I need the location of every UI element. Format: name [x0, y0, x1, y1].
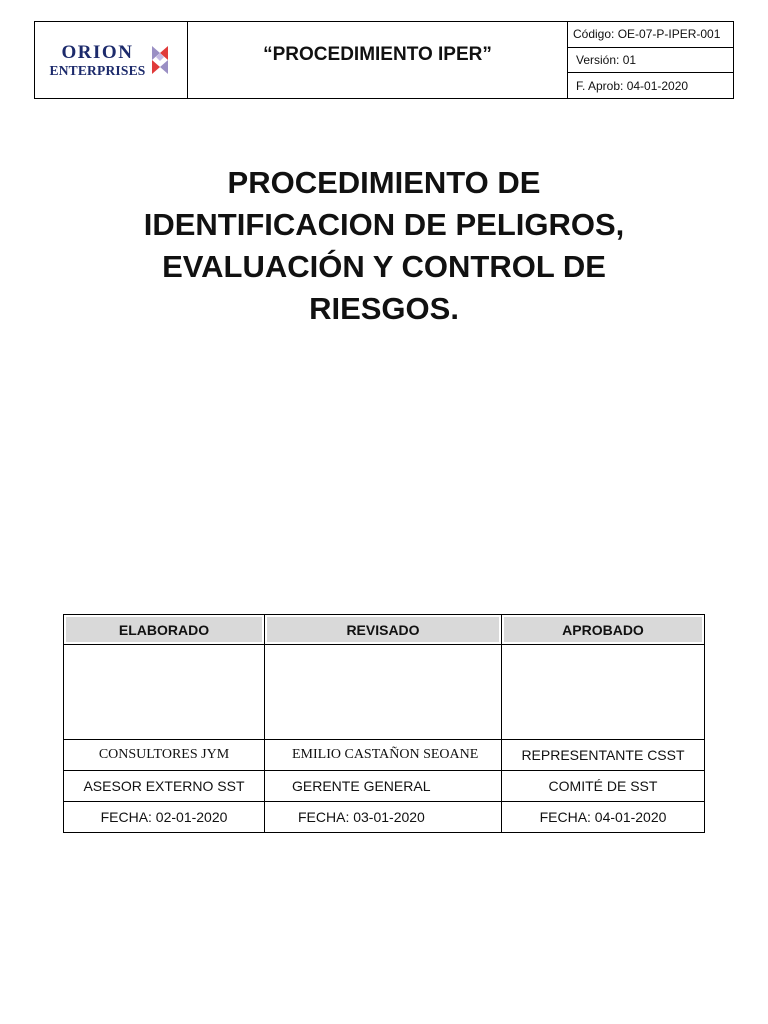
header-aprobado: APROBADO: [502, 615, 705, 645]
signature-box-elaborado: [64, 645, 265, 740]
logo-mark-icon: [148, 43, 172, 77]
approval-date: F. Aprob: 04-01-2020: [568, 72, 733, 98]
role-revisado: GERENTE GENERAL: [265, 771, 502, 802]
dates-row: [64, 802, 705, 833]
name-elaborado: CONSULTORES JYM: [64, 740, 265, 771]
company-logo: [35, 22, 188, 98]
date-elaborado: FECHA: 02-01-2020: [64, 802, 265, 833]
header-title: “PROCEDIMIENTO IPER”: [188, 22, 568, 98]
names-row: [64, 740, 705, 771]
title-line: EVALUACIÓN Y CONTROL DE: [162, 249, 606, 284]
role-elaborado: ASESOR EXTERNO SST: [64, 771, 265, 802]
document-version: Versión: 01: [568, 47, 733, 73]
date-revisado: FECHA: 03-01-2020: [265, 802, 502, 833]
roles-row: [64, 771, 705, 802]
header-elaborado: ELABORADO: [64, 615, 265, 645]
signature-row: [64, 645, 705, 740]
date-aprobado: FECHA: 04-01-2020: [502, 802, 705, 833]
name-aprobado: REPRESENTANTE CSST: [502, 740, 705, 771]
approval-table: [63, 614, 705, 833]
document-title: [84, 162, 684, 330]
document-header: [34, 21, 734, 99]
logo-wordmark-orion: ORION: [61, 41, 134, 63]
title-line: IDENTIFICACION DE PELIGROS,: [143, 207, 625, 242]
title-line: RIESGOS.: [309, 291, 459, 326]
signature-box-aprobado: [502, 645, 705, 740]
name-revisado: EMILIO CASTAÑON SEOANE: [265, 740, 502, 771]
approval-header-row: [64, 615, 705, 645]
signature-box-revisado: [265, 645, 502, 740]
logo-wordmark-enterprises: ENTERPRISES: [49, 62, 146, 78]
document-metadata: [568, 22, 733, 98]
title-line: PROCEDIMIENTO DE: [227, 165, 541, 200]
header-revisado: REVISADO: [265, 615, 502, 645]
role-aprobado: COMITÉ DE SST: [502, 771, 705, 802]
document-code: Código: OE-07-P-IPER-001: [573, 27, 721, 42]
